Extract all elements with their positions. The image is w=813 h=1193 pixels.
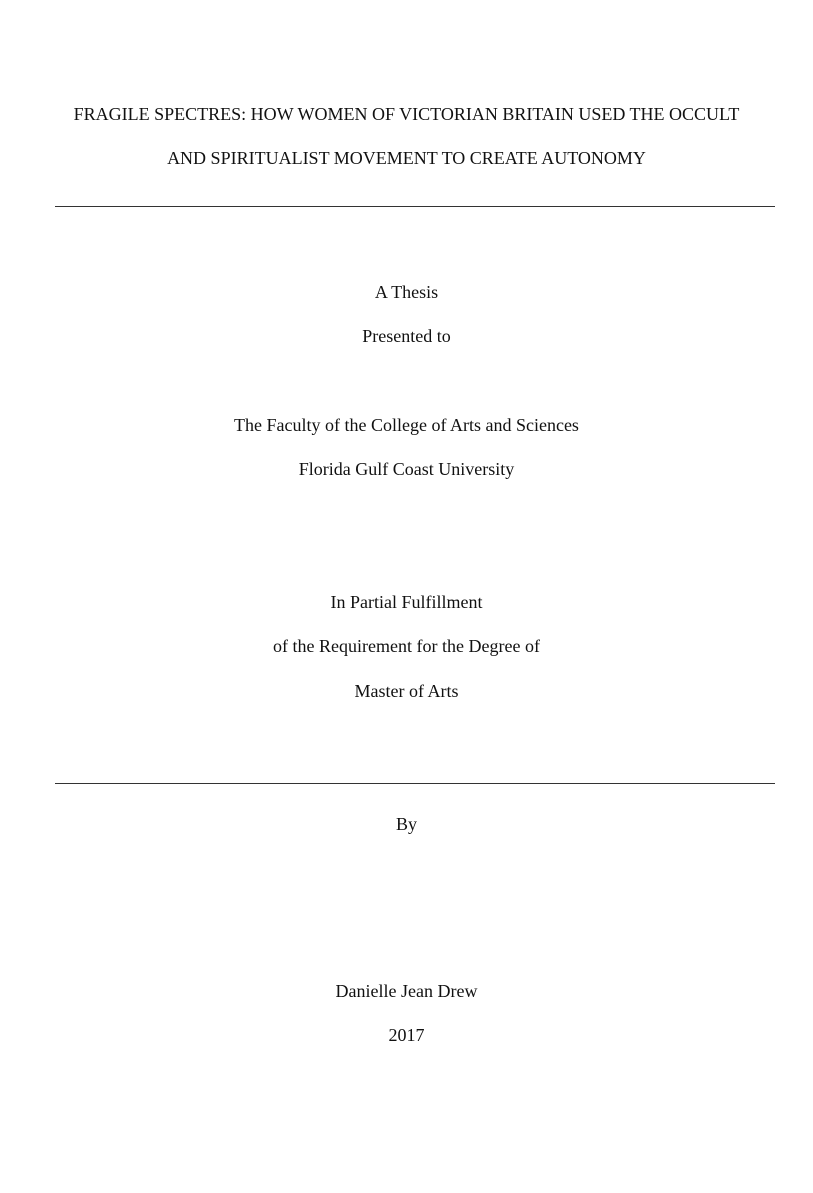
by-label: By <box>395 814 417 834</box>
degree-name: Master of Arts <box>354 681 459 701</box>
presented-to-label: Presented to <box>362 326 451 346</box>
bottom-divider <box>55 783 775 784</box>
thesis-title-line-1: FRAGILE SPECTRES: HOW WOMEN OF VICTORIAN BRITAIN USED THE OCCULT <box>73 104 740 124</box>
thesis-label: A Thesis <box>374 282 439 302</box>
author-name: Danielle Jean Drew <box>335 981 478 1001</box>
year: 2017 <box>388 1025 425 1045</box>
thesis-title-line-2: AND SPIRITUALIST MOVEMENT TO CREATE AUTONOMY <box>167 148 646 168</box>
fulfillment-line-1: In Partial Fulfillment <box>330 592 483 612</box>
fulfillment-line-2: of the Requirement for the Degree of <box>273 636 540 656</box>
top-divider <box>55 206 775 207</box>
faculty-name: The Faculty of the College of Arts and Sciences <box>234 415 579 435</box>
university-name: Florida Gulf Coast University <box>298 459 515 479</box>
